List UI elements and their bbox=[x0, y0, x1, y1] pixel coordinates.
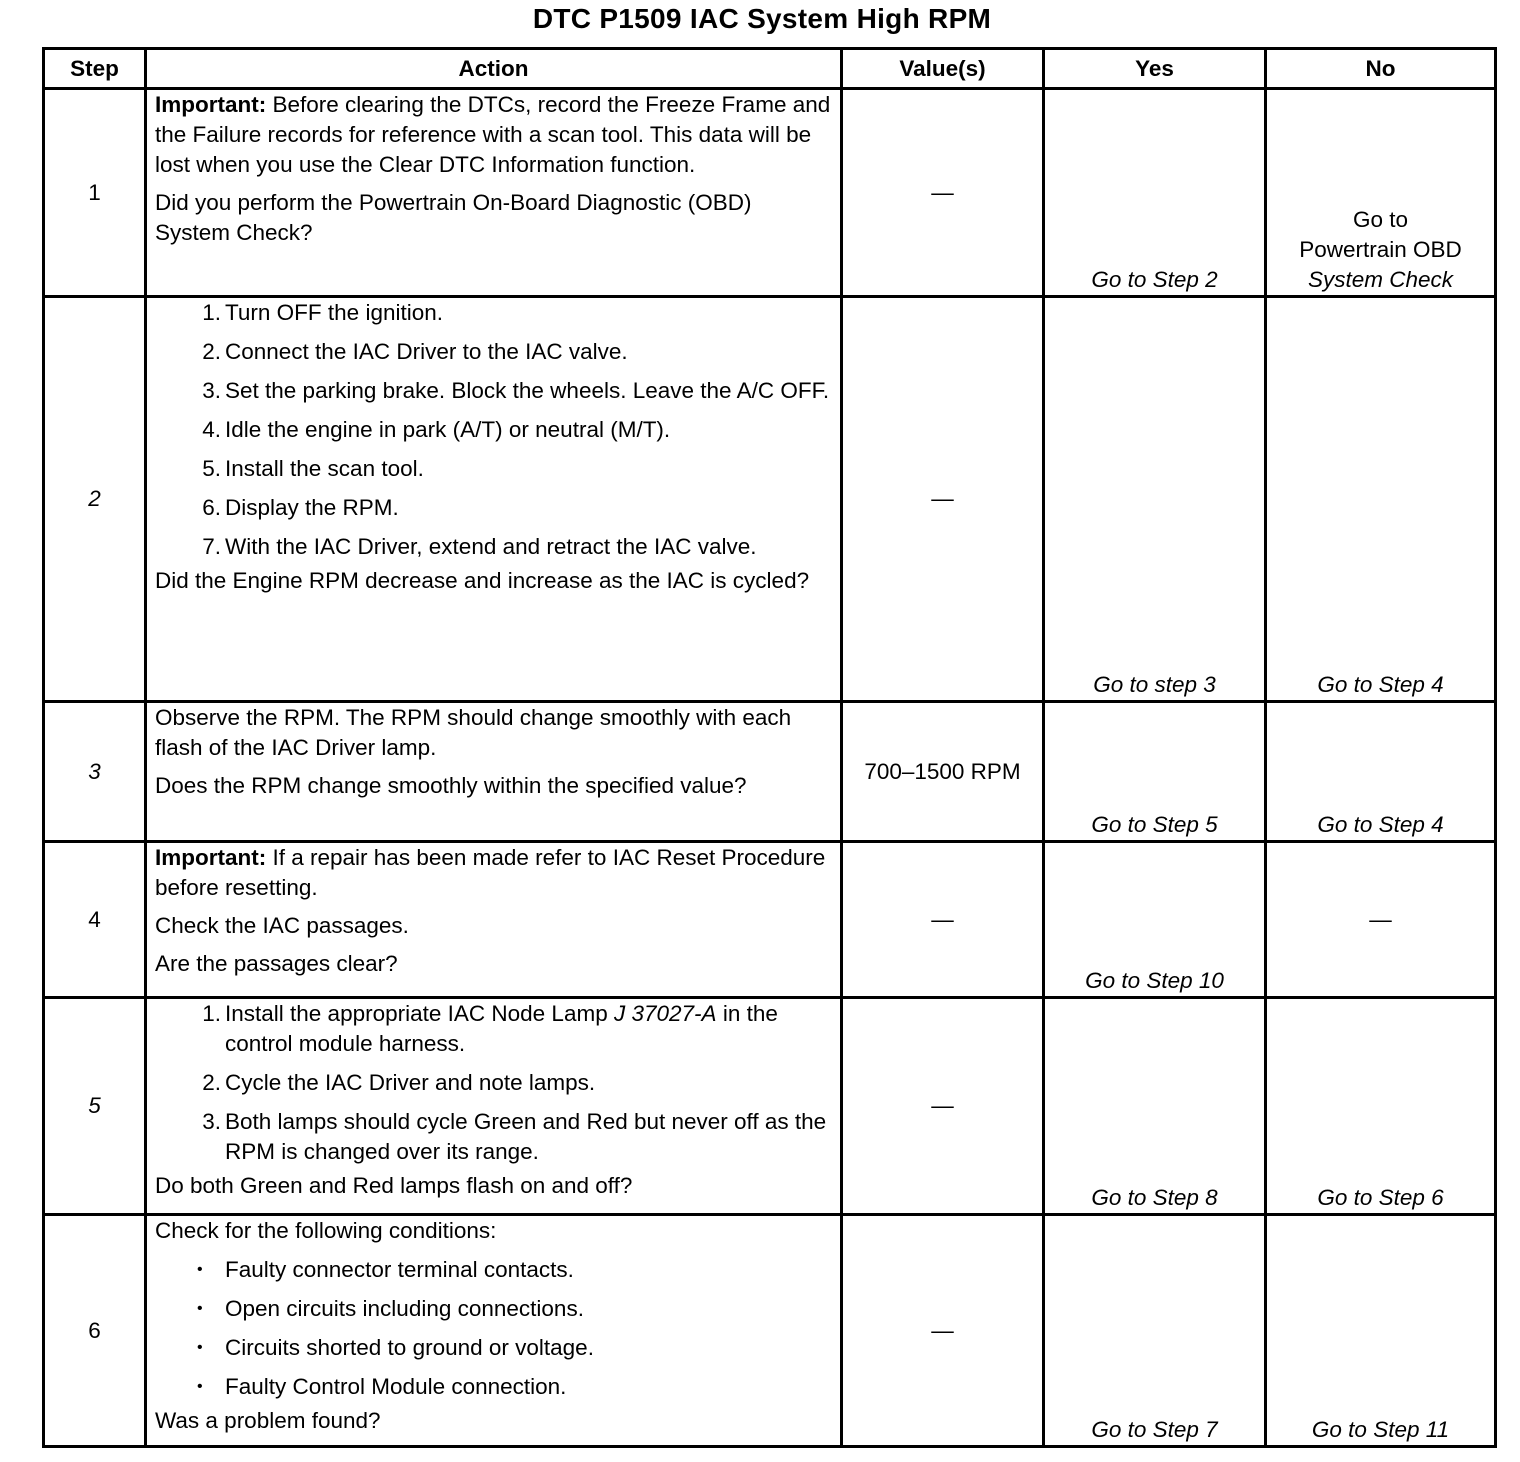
diagnostic-table bbox=[42, 47, 1497, 1448]
important-label: Important: bbox=[155, 845, 267, 870]
yes-goto-link[interactable]: Go to step 3 bbox=[1044, 297, 1266, 702]
step-number: 1 bbox=[44, 89, 146, 297]
step-number: 4 bbox=[44, 842, 146, 998]
step-instruction: Check for the following conditions: bbox=[155, 1218, 497, 1243]
procedure-item: 7. With the IAC Driver, extend and retract the IAC valve. bbox=[202, 534, 757, 559]
procedure-list bbox=[155, 298, 832, 562]
page-title: DTC P1509 IAC System High RPM bbox=[532, 3, 992, 34]
step-number: 2 bbox=[44, 297, 146, 702]
step-question: Are the passages clear? bbox=[155, 951, 398, 976]
action-cell bbox=[146, 702, 842, 842]
procedure-item: 1. Install the appropriate IAC Node Lamp J 37027-A in the control module harness. bbox=[202, 1001, 778, 1056]
no-goto-link[interactable]: Go to Step 6 bbox=[1266, 998, 1496, 1215]
procedure-item: 6. Display the RPM. bbox=[202, 495, 399, 520]
header-yes: Yes bbox=[1044, 49, 1266, 89]
bullet-icon: • bbox=[197, 1261, 203, 1278]
table-row bbox=[44, 297, 1496, 702]
important-text: If a repair has been made refer to IAC Reset Procedure before resetting. bbox=[155, 845, 826, 900]
value-cell: — bbox=[842, 89, 1044, 297]
important-note bbox=[155, 843, 832, 903]
no-goto-link[interactable]: Go to Step 11 bbox=[1266, 1215, 1496, 1447]
yes-goto-link[interactable]: Go to Step 7 bbox=[1044, 1215, 1266, 1447]
procedure-item: 1. Turn OFF the ignition. bbox=[202, 300, 444, 325]
yes-goto-link[interactable]: Go to Step 10 bbox=[1044, 842, 1266, 998]
no-value-cell: — bbox=[1266, 842, 1496, 998]
bullet-icon: • bbox=[197, 1378, 203, 1395]
table-row bbox=[44, 842, 1496, 998]
procedure-item: 3. Set the parking brake. Block the wheels. Leave the A/C OFF. bbox=[202, 378, 830, 403]
table-header-row bbox=[44, 49, 1496, 89]
no-goto-target-sub: System Check bbox=[1307, 267, 1454, 292]
step-instruction: Observe the RPM. The RPM should change smoothly with each flash of the IAC Driver lamp. bbox=[155, 705, 792, 760]
no-goto-prefix: Go to bbox=[1352, 207, 1409, 232]
procedure-list bbox=[155, 999, 832, 1167]
step-number: 5 bbox=[44, 998, 146, 1215]
value-cell: — bbox=[842, 842, 1044, 998]
table-row bbox=[44, 89, 1496, 297]
value-cell: — bbox=[842, 1215, 1044, 1447]
header-step: Step bbox=[44, 49, 146, 89]
value-cell: — bbox=[842, 998, 1044, 1215]
procedure-item: 5. Install the scan tool. bbox=[202, 456, 424, 481]
step-question: Do both Green and Red lamps flash on and off? bbox=[155, 1173, 633, 1198]
action-cell bbox=[146, 1215, 842, 1447]
condition-item: • Circuits shorted to ground or voltage. bbox=[155, 1333, 832, 1363]
step-question: Did you perform the Powertrain On-Board Diagnostic (OBD) System Check? bbox=[155, 190, 752, 245]
table-row bbox=[44, 1215, 1496, 1447]
important-note bbox=[155, 90, 832, 180]
important-label: Important: bbox=[155, 92, 267, 117]
yes-goto-link[interactable]: Go to Step 5 bbox=[1044, 702, 1266, 842]
bullet-icon: • bbox=[197, 1339, 203, 1356]
no-goto-link[interactable]: Go to Step 4 bbox=[1266, 702, 1496, 842]
step-question: Does the RPM change smoothly within the specified value? bbox=[155, 773, 747, 798]
value-cell: — bbox=[842, 297, 1044, 702]
condition-item: • Faulty Control Module connection. bbox=[155, 1372, 832, 1402]
table-row bbox=[44, 998, 1496, 1215]
yes-goto-link[interactable]: Go to Step 2 bbox=[1044, 89, 1266, 297]
step-number: 3 bbox=[44, 702, 146, 842]
action-cell bbox=[146, 89, 842, 297]
condition-item: • Faulty connector terminal contacts. bbox=[155, 1255, 832, 1285]
step-question: Did the Engine RPM decrease and increase as the IAC is cycled? bbox=[155, 568, 810, 593]
action-cell bbox=[146, 842, 842, 998]
step-question: Was a problem found? bbox=[155, 1408, 381, 1433]
no-goto-target: Powertrain OBD bbox=[1299, 237, 1462, 262]
procedure-item: 4. Idle the engine in park (A/T) or neutral (M/T). bbox=[202, 417, 671, 442]
header-action: Action bbox=[146, 49, 842, 89]
action-cell bbox=[146, 998, 842, 1215]
step-instruction: Check the IAC passages. bbox=[155, 913, 409, 938]
header-values: Value(s) bbox=[842, 49, 1044, 89]
important-text: Before clearing the DTCs, record the Freeze Frame and the Failure records for reference with a scan tool. This data will be lost when you use the Clear DTC Information function. bbox=[155, 92, 831, 177]
bullet-icon: • bbox=[197, 1300, 203, 1317]
procedure-item: 3. Both lamps should cycle Green and Red but never off as the RPM is changed over its range. bbox=[202, 1109, 827, 1164]
no-goto-link[interactable]: Go to Step 4 bbox=[1266, 297, 1496, 702]
yes-goto-link[interactable]: Go to Step 8 bbox=[1044, 998, 1266, 1215]
value-cell: 700–1500 RPM bbox=[842, 702, 1044, 842]
table-row bbox=[44, 702, 1496, 842]
procedure-item: 2. Connect the IAC Driver to the IAC valve. bbox=[202, 339, 628, 364]
action-cell bbox=[146, 297, 842, 702]
procedure-item: 2. Cycle the IAC Driver and note lamps. bbox=[202, 1070, 596, 1095]
tool-number: J 37027-A bbox=[613, 1001, 717, 1026]
condition-item: • Open circuits including connections. bbox=[155, 1294, 832, 1324]
step-number: 6 bbox=[44, 1215, 146, 1447]
condition-list bbox=[155, 1255, 832, 1402]
header-no: No bbox=[1266, 49, 1496, 89]
no-goto-link[interactable] bbox=[1266, 89, 1496, 297]
